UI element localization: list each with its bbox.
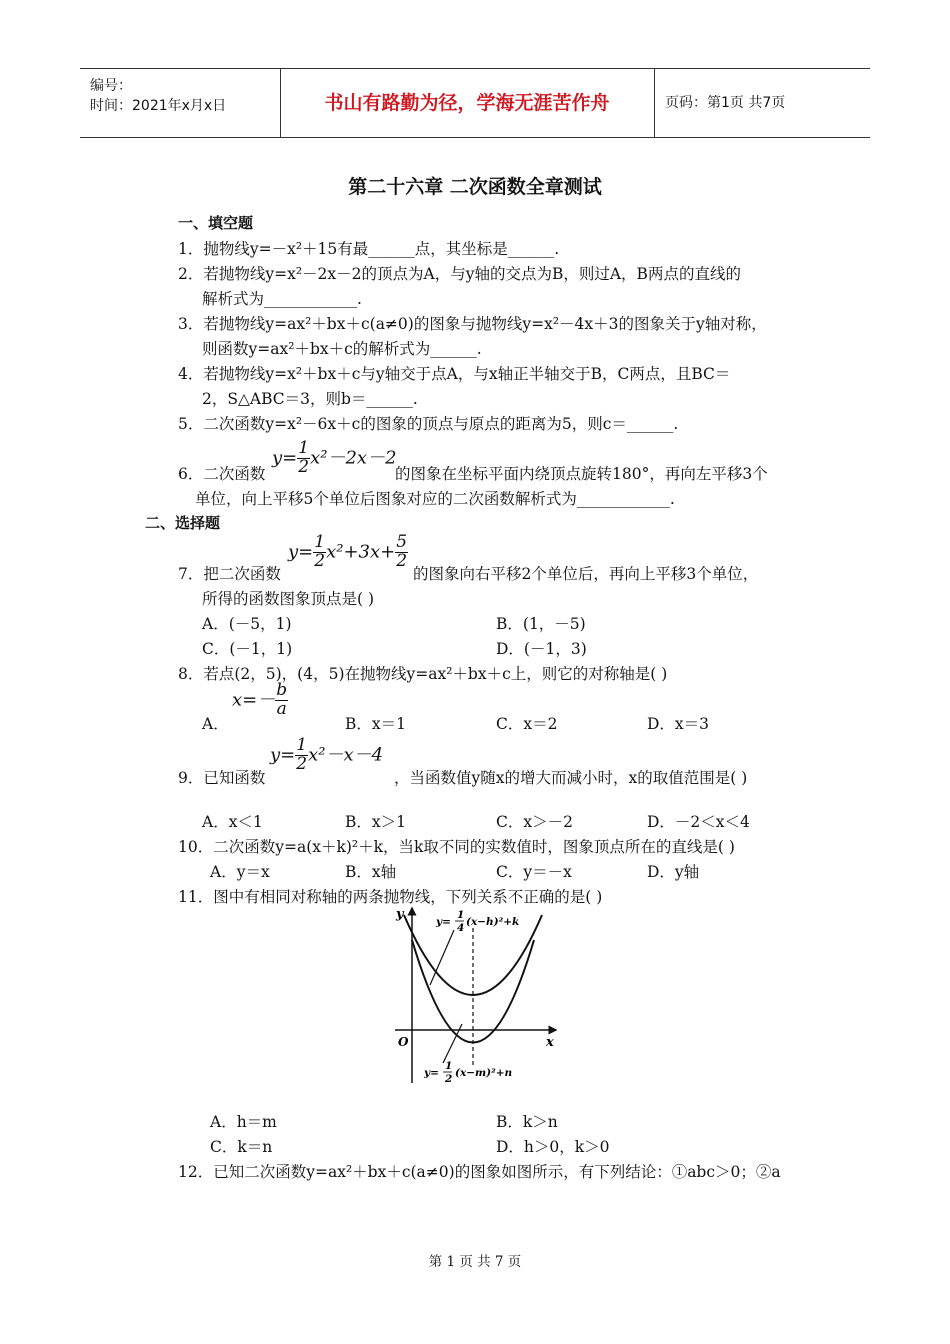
page-header (80, 68, 870, 138)
section-choice: 二、选择题 (145, 514, 221, 532)
question-11-option-a[interactable]: A．h＝m (210, 1113, 277, 1131)
question-7-option-c[interactable]: C．(－1，1) (202, 640, 293, 658)
question-7-line2: 所得的函数图象顶点是( ) (202, 590, 375, 608)
time-label: 时间：2021年x月x日 (90, 98, 227, 114)
question-1: 1．抛物线y=－x²＋15有最______点，其坐标是______. (178, 240, 560, 258)
question-6-formula: y= $\frac{1}{2}$ x²－2x－2 (272, 438, 397, 477)
question-8-option-a[interactable]: A． (202, 715, 229, 733)
header-meta (80, 69, 281, 137)
question-10: 10．二次函数y=a(x＋k)²＋k，当k取不同的实数值时，图象顶点所在的直线是( ) (178, 838, 735, 856)
question-8-option-b[interactable]: B．x＝1 (345, 715, 406, 733)
question-9-option-d[interactable]: D．－2＜x＜4 (647, 813, 750, 831)
bottom-label-denominator: 2 (445, 1073, 453, 1085)
question-7-option-d[interactable]: D．(－1，3) (496, 640, 587, 658)
question-10-option-d[interactable]: D．y轴 (647, 863, 700, 881)
question-2-line1: 2．若抛物线y=x²－2x－2的顶点为A，与y轴的交点为B，则过A，B两点的直线的 (178, 265, 741, 283)
question-7-prefix: 7．把二次函数 (178, 565, 281, 583)
question-10-option-c[interactable]: C．y＝－x (496, 863, 572, 881)
question-9-option-c[interactable]: C．x＞－2 (496, 813, 573, 831)
question-6-prefix: 6．二次函数 (178, 465, 266, 483)
question-8-option-d[interactable]: D．x＝3 (647, 715, 710, 733)
question-10-option-a[interactable]: A．y＝x (210, 863, 270, 881)
question-8-option-c[interactable]: C．x＝2 (496, 715, 558, 733)
question-10-option-b[interactable]: B．x轴 (345, 863, 397, 881)
bottom-label-numerator: 1 (445, 1060, 453, 1072)
question-11-option-b[interactable]: B．k＞n (496, 1113, 558, 1131)
question-11: 11．图中有相同对称轴的两条抛物线，下列关系不正确的是( ) (178, 888, 603, 906)
question-4-line1: 4．若抛物线y=x²＋bx＋c与y轴交于点A，与x轴正半轴交于B，C两点，且BC＝ (178, 365, 731, 383)
question-7-formula: y= $\frac{1}{2}$ x²+3x+ $\frac{5}{2}$ (288, 532, 408, 571)
bottom-label-rest: (x−m)²+n (455, 1067, 513, 1079)
question-9-option-a[interactable]: A．x＜1 (202, 813, 263, 831)
question-7-option-a[interactable]: A．(－5，1) (202, 615, 292, 633)
top-parabola-label (435, 909, 519, 934)
header-page-info: 页码：第1页 共7页 (665, 95, 786, 111)
question-4-line2: 2，S△ABC＝3，则b＝______. (202, 390, 418, 408)
question-3-line2: 则函数y=ax²＋bx＋c的解析式为______. (202, 340, 482, 358)
question-9: ，当函数值y随x的增大而减小时，x的取值范围是( ) (394, 769, 748, 787)
y-axis-label: y (396, 907, 404, 922)
top-label-denominator: 4 (457, 922, 465, 934)
question-3-line1: 3．若抛物线y=ax²＋bx＋c(a≠0)的图象与抛物线y=x²－4x＋3的图象关于y轴对称， (178, 315, 767, 333)
bottom-parabola-label (423, 1060, 512, 1085)
question-8: 8．若点(2，5)，(4，5)在抛物线y=ax²＋bx＋c上，则它的对称轴是( ) (178, 665, 668, 683)
code-label: 编号： (90, 78, 132, 94)
question-6-line1: 的图象在坐标平面内绕顶点旋转180°，再向左平移3个 (395, 465, 768, 483)
question-9-option-b[interactable]: B．x＞1 (345, 813, 406, 831)
top-label-numerator: 1 (457, 909, 465, 921)
question-7-line1: 的图象向右平移2个单位后，再向上平移3个单位， (413, 565, 759, 583)
top-label-rest: (x−h)²+k (466, 916, 520, 928)
page-footer: 第 1 页 共 7 页 (428, 1254, 522, 1270)
question-6-line2: 单位，向上平移5个单位后图象对应的二次函数解析式为____________. (195, 490, 675, 508)
origin-label: O (398, 1035, 409, 1049)
x-axis-label: x (546, 1035, 554, 1050)
top-label-leader (430, 930, 454, 985)
question-7-option-b[interactable]: B．(1，－5) (496, 615, 586, 633)
question-8-option-a-formula: x=－ $\frac{b}{a}$ (232, 680, 288, 719)
header-motto: 书山有路勤为径，学海无涯苦作舟 (280, 69, 655, 137)
section-fill-blank: 一、填空题 (178, 214, 254, 232)
page-title: 第二十六章 二次函数全章测试 (348, 176, 602, 198)
question-2-line2: 解析式为____________. (202, 290, 362, 308)
question-5: 5．二次函数y=x²－6x＋c的图象的顶点与原点的距离为5，则c＝______. (178, 415, 679, 433)
question-11-option-c[interactable]: C．k＝n (210, 1138, 273, 1156)
question-9-formula: y= $\frac{1}{2}$ x²－x－4 (270, 735, 384, 774)
question-12: 12．已知二次函数y=ax²＋bx＋c(a≠0)的图象如图所示，有下列结论：①abc＞0；②a (178, 1163, 781, 1181)
bottom-label-prefix: y= (424, 1067, 439, 1079)
question-9-prefix: 9．已知函数 (178, 769, 266, 787)
question-11-figure (390, 900, 565, 1090)
top-label-prefix: y= (436, 916, 451, 928)
question-11-option-d[interactable]: D．h＞0，k＞0 (496, 1138, 610, 1156)
